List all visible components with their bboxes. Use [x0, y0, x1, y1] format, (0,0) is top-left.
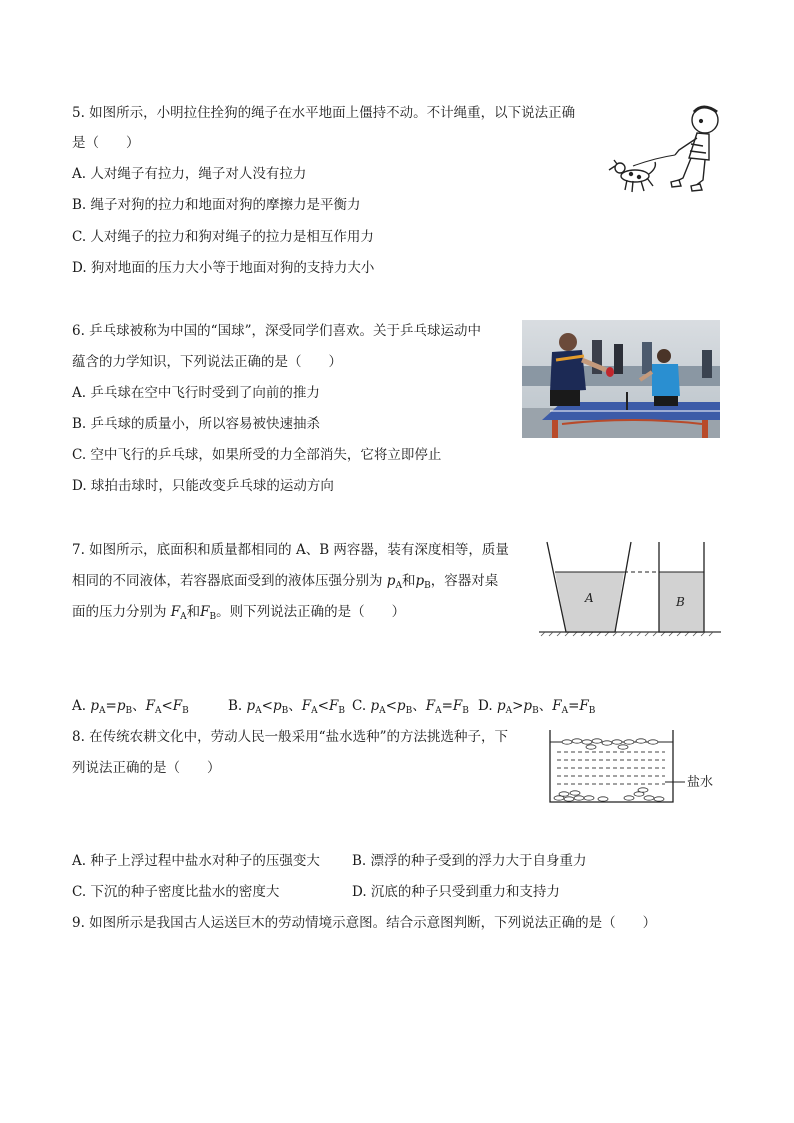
symbol-f: F: [170, 604, 181, 620]
table-tennis-photo: [522, 320, 720, 438]
q8-stem-line2: 列说法正确的是（ ）: [72, 760, 221, 776]
q7-option-c: C. $p_A<p_B$、$F_A=F_B$: [352, 698, 469, 716]
q5-stem-line1: 5. 如图所示，小明拉住拴狗的绳子在水平地面上僵持不动。不计绳重，以下说法正确: [72, 105, 576, 121]
q5-option-c: C. 人对绳子的拉力和狗对绳子的拉力是相互作用力: [72, 229, 374, 245]
q5-option-a: A. 人对绳子有拉力，绳子对人没有拉力: [72, 166, 307, 182]
subscript-b: B: [424, 581, 431, 591]
boy-walking-dog-illustration: [605, 100, 725, 198]
q7-stem-line2-tail: ，容器对桌: [430, 573, 499, 589]
subscript-b: B: [209, 612, 217, 622]
container-a-label: A: [585, 591, 594, 605]
q7-stem-line1: 7. 如图所示，底面积和质量都相同的 A、B 两容器，装有深度相等，质量: [72, 542, 509, 558]
container-b-label: B: [676, 595, 685, 609]
q5-option-d: D. 狗对地面的压力大小等于地面对狗的支持力大小: [72, 260, 375, 276]
q9-stem-line1: 9. 如图所示是我国古人运送巨木的劳动情境示意图。结合示意图判断，下列说法正确的是（ ）: [72, 915, 657, 931]
salt-water-label: 盐水: [687, 775, 714, 790]
word-and: 和: [186, 604, 201, 620]
q6-option-d: D. 球拍击球时，只能改变乒乓球的运动方向: [72, 478, 334, 494]
q5-option-b: B. 绳子对狗的拉力和地面对狗的摩擦力是平衡力: [72, 197, 361, 213]
q7-option-b: B. $p_A<p_B$、$F_A<F_B$: [228, 698, 345, 716]
subscript-a: A: [395, 581, 402, 591]
q6-option-a: A. 乒乓球在空中飞行时受到了向前的推力: [72, 385, 320, 401]
salt-water-seed-beaker-diagram: [545, 728, 725, 808]
q5-stem-line2: 是（ ）: [72, 135, 140, 151]
q6-option-b: B. 乒乓球的质量小，所以容易被快速抽杀: [72, 416, 321, 432]
q6-stem-line1: 6. 乒乓球被称为中国的“国球”，深受同学们喜欢。关于乒乓球运动中: [72, 323, 481, 339]
subscript-a: A: [180, 612, 187, 622]
q6-option-c: C. 空中飞行的乒乓球，如果所受的力全部消失，它将立即停止: [72, 447, 442, 463]
word-and: 和: [401, 573, 416, 589]
containers-ab-diagram: [535, 540, 725, 640]
symbol-f: F: [200, 604, 210, 620]
q7-stem-line2: [72, 572, 498, 595]
q7-stem-line3-tail: 。则下列说法正确的是（ ）: [216, 604, 406, 620]
q7-stem-line2-text: 相同的不同液体，若容器底面受到的液体压强分别为: [72, 573, 387, 589]
q8-option-d: D. 沉底的种子只受到重力和支持力: [352, 884, 560, 900]
q8-option-b: B. 漂浮的种子受到的浮力大于自身重力: [352, 853, 587, 869]
q7-stem-line3-text: 面的压力分别为: [72, 604, 171, 620]
q7-stem-line3: [72, 603, 405, 626]
symbol-p: p: [386, 573, 396, 589]
q6-stem-line2: 蕴含的力学知识，下列说法正确的是（ ）: [72, 354, 342, 370]
q7-option-a: A. $p_A=p_B$、$F_A<F_B$: [72, 698, 189, 716]
symbol-p: p: [415, 573, 425, 589]
q8-stem-line1: 8. 在传统农耕文化中，劳动人民一般采用“盐水选种”的方法挑选种子，下: [72, 729, 508, 745]
q8-option-c: C. 下沉的种子密度比盐水的密度大: [72, 884, 280, 900]
q8-option-a: A. 种子上浮过程中盐水对种子的压强变大: [72, 853, 320, 869]
q7-option-d: D. $p_A>p_B$、$F_A=F_B$: [478, 698, 596, 716]
